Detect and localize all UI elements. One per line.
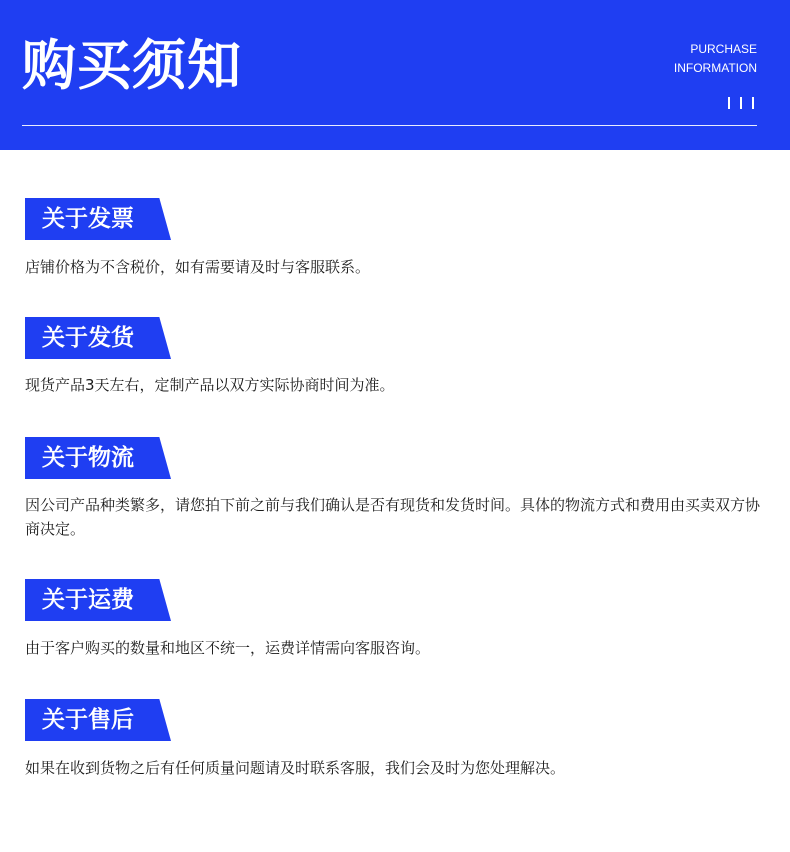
section-text-logistics: 因公司产品种类繁多，请您拍下前之前与我们确认是否有现货和发货时间。具体的物流方式和费用由买卖双方协商决定。 — [25, 496, 761, 538]
english-subtitle-line-1: PURCHASE — [690, 42, 757, 56]
section-label-shipping: 关于发货 — [42, 325, 134, 351]
section-label-invoice: 关于发票 — [42, 206, 134, 232]
section-text-after-sales: 如果在收到货物之后有任何质量问题请及时联系客服，我们会及时为您处理解决。 — [25, 759, 566, 777]
page-title: 购买须知 — [22, 34, 242, 97]
section-text-shipping: 现货产品3天左右，定制产品以双方实际协商时间为准。 — [25, 376, 395, 394]
section-label-after-sales: 关于售后 — [42, 707, 134, 733]
section-label-logistics: 关于物流 — [42, 445, 134, 471]
section-label-freight: 关于运费 — [42, 587, 134, 613]
english-subtitle-line-2: INFORMATION — [673, 61, 757, 75]
decorative-bars-icon — [726, 97, 760, 109]
header-banner — [0, 0, 790, 150]
english-subtitle — [674, 40, 757, 78]
section-text-invoice: 店铺价格为不含税价，如有需要请及时与客服联系。 — [25, 258, 371, 276]
header-divider — [22, 125, 757, 126]
section-text-freight: 由于客户购买的数量和地区不统一，运费详情需向客服咨询。 — [25, 639, 431, 657]
